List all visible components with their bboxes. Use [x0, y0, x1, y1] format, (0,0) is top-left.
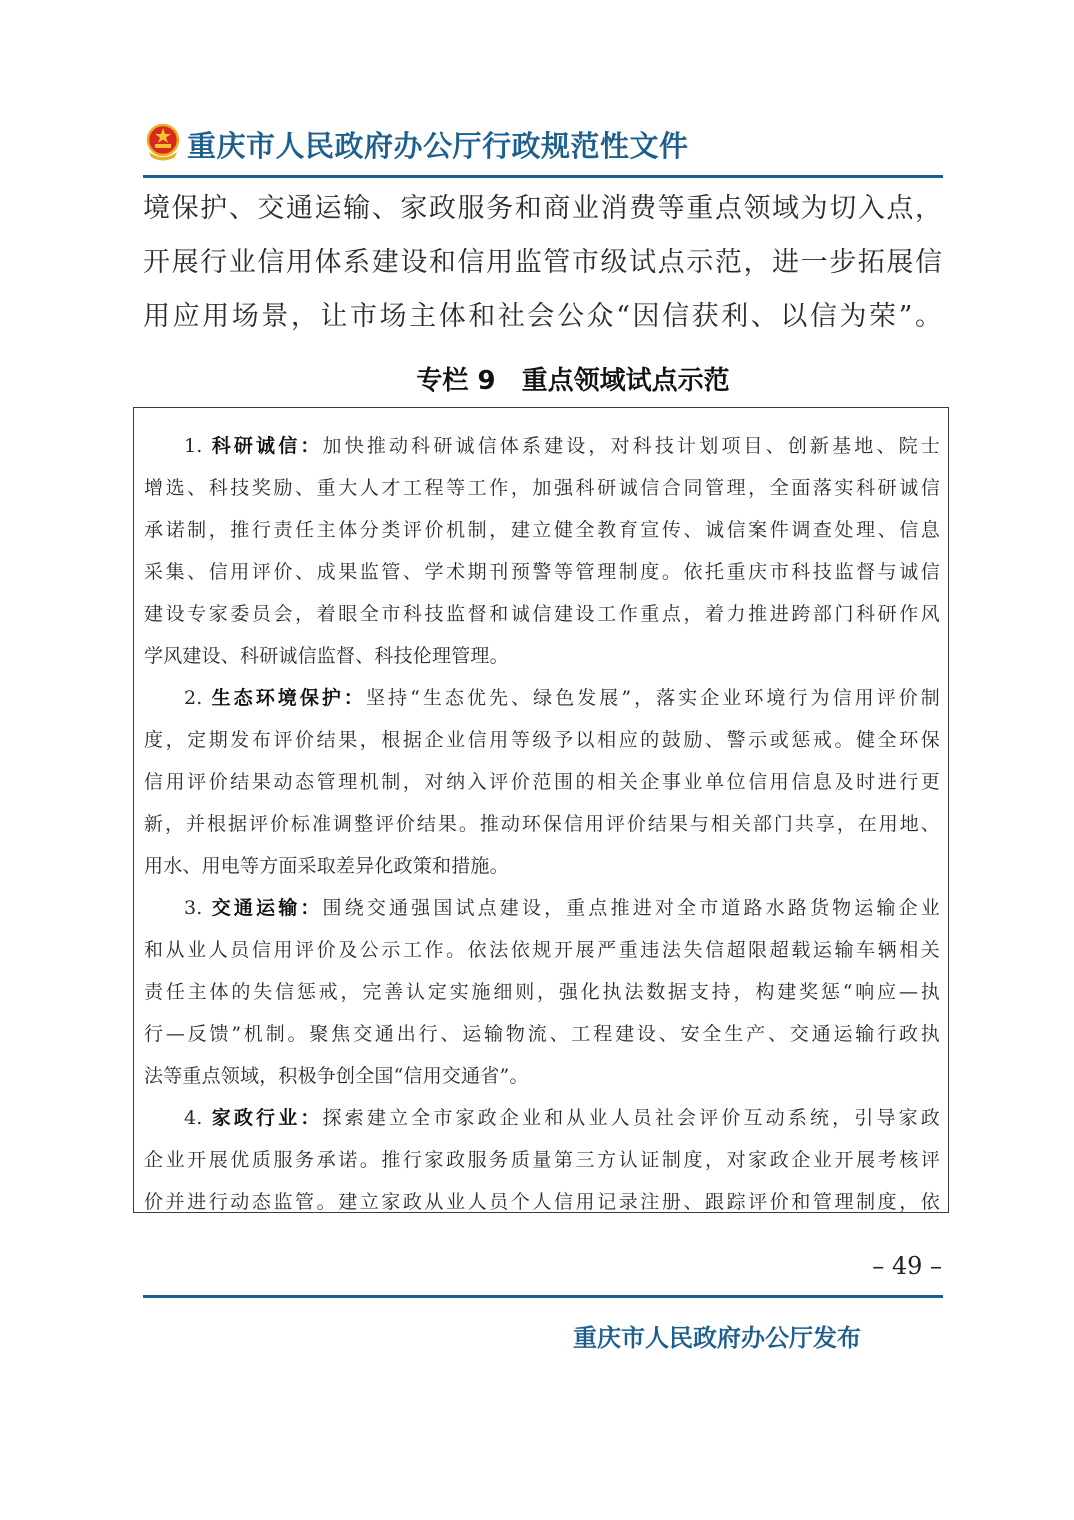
intro-line: 开展行业信用体系建设和信用监管市级试点示范，进一步拓展信	[143, 247, 943, 278]
section-line: 信用评价结果动态管理机制，对纳入评价范围的相关企事业单位信用信息及时进行更	[144, 771, 940, 793]
section-number: 1.	[184, 435, 203, 457]
section-line: 学风建设、科研诚信监督、科技伦理管理。	[144, 645, 509, 667]
section-heading: 科研诚信：	[211, 435, 323, 457]
section-line: 度，定期发布评价结果，根据企业信用等级予以相应的鼓励、警示或惩戒。健全环保	[144, 729, 940, 751]
document-header	[143, 118, 943, 170]
section-text: 加快推动科研诚信体系建设，对科技计划项目、创新基地、院士	[322, 435, 940, 457]
section-line: 责任主体的失信惩戒，完善认定实施细则，强化执法数据支持，构建奖惩“响应—执	[144, 981, 940, 1003]
section-line: 增选、科技奖励、重大人才工程等工作，加强科研诚信合同管理，全面落实科研诚信	[144, 477, 940, 499]
header-title: 重庆市人民政府办公厅行政规范性文件	[187, 129, 689, 163]
page-number: – 49 –	[872, 1252, 942, 1280]
section-first-line	[144, 677, 940, 719]
national-emblem-icon	[143, 122, 183, 162]
section-line: 和从业人员信用评价及公示工作。依法依规开展严重违法失信超限超载运输车辆相关	[144, 939, 940, 961]
section-number: 4.	[184, 1107, 203, 1129]
section-line: 建设专家委员会，着眼全市科技监督和诚信建设工作重点，着力推进跨部门科研作风	[144, 603, 940, 625]
section-first-line	[144, 887, 940, 929]
footer-publisher: 重庆市人民政府办公厅发布	[573, 1324, 861, 1352]
section-line: 用水、用电等方面采取差异化政策和措施。	[144, 855, 509, 877]
section-line: 承诺制，推行责任主体分类评价机制，建立健全教育宣传、诚信案件调查处理、信息	[144, 519, 940, 541]
section-line: 价并进行动态监管。建立家政从业人员个人信用记录注册、跟踪评价和管理制度，依	[144, 1191, 940, 1213]
footer-divider	[143, 1295, 943, 1298]
section-first-line	[144, 1097, 940, 1139]
section-line: 行—反馈”机制。聚焦交通出行、运输物流、工程建设、安全生产、交通运输行政执	[144, 1023, 940, 1045]
column-title: 专栏 9 重点领域试点示范	[416, 366, 730, 396]
section-heading: 交通运输：	[211, 897, 323, 919]
section-line: 法等重点领域，积极争创全国“信用交通省”。	[144, 1065, 529, 1087]
section-line: 企业开展优质服务承诺。推行家政服务质量第三方认证制度，对家政企业开展考核评	[144, 1149, 940, 1171]
section-text: 坚持“生态优先、绿色发展”，落实企业环境行为信用评价制	[366, 687, 940, 709]
section-number: 3.	[184, 897, 203, 919]
column-box	[133, 407, 949, 1213]
section-number: 2.	[184, 687, 203, 709]
section-text: 探索建立全市家政企业和从业人员社会评价互动系统，引导家政	[322, 1107, 940, 1129]
section-line: 新，并根据评价标准调整评价结果。推动环保信用评价结果与相关部门共享，在用地、	[144, 813, 940, 835]
section-line: 采集、信用评价、成果监管、学术期刊预警等管理制度。依托重庆市科技监督与诚信	[144, 561, 940, 583]
section-text: 围绕交通强国试点建设，重点推进对全市道路水路货物运输企业	[322, 897, 940, 919]
section-heading: 家政行业：	[211, 1107, 323, 1129]
intro-paragraph	[143, 182, 943, 344]
header-divider	[143, 175, 943, 178]
intro-line: 境保护、交通运输、家政服务和商业消费等重点领域为切入点，	[143, 193, 943, 224]
intro-line: 用应用场景，让市场主体和社会公众“因信获利、以信为荣”。	[143, 301, 943, 332]
section-heading: 生态环境保护：	[211, 687, 366, 709]
section-first-line	[144, 425, 940, 467]
